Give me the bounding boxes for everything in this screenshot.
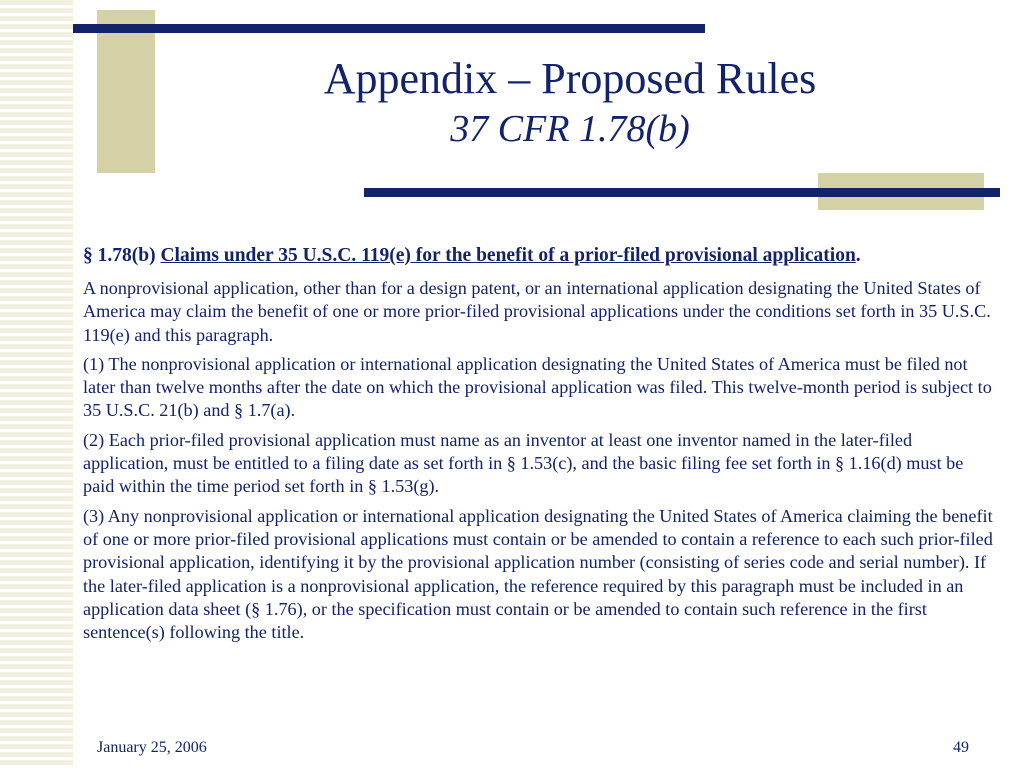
decorative-navy-line-right [364, 188, 1000, 197]
decorative-tan-block-top [97, 10, 155, 173]
section-suffix: . [855, 245, 861, 266]
title-block [230, 52, 910, 152]
slide-title: Appendix – Proposed Rules [323, 54, 817, 103]
decorative-navy-line-top [73, 24, 705, 33]
section-heading [83, 243, 995, 269]
section-heading-link[interactable]: Claims under 35 U.S.C. 119(e) for the benefit of a prior-filed provisional application [160, 245, 856, 266]
slide-subtitle: 37 CFR 1.78(b) [450, 108, 690, 150]
body-paragraph: A nonprovisional application, other than for a design patent, or an international application designating the United States of America may claim the benefit of one or more prior-filed provisional applications under the conditions set forth in 35 U.S.C. 119(e) and this paragraph. [83, 278, 991, 345]
footer-page-number: 49 [953, 739, 969, 756]
left-striped-band [0, 0, 73, 768]
footer-date: January 25, 2006 [97, 739, 207, 756]
body-paragraph: (3) Any nonprovisional application or international application designating the United States of America claiming the benefit of one or more prior-filed provisional applications must contain or be amended to contain a reference to each such prior-filed provisional application, identifying it by the provisional application number (consisting of series code and serial number). If the later-filed application is a nonprovisional application, the reference required by this paragraph must be included in an application data sheet (§ 1.76), or the specification must contain or be amended to contain such reference in the first sentence(s) following the title. [83, 505, 993, 643]
body-paragraph: (1) The nonprovisional application or international application designating the United States of America must be filed not later than twelve months after the date on which the provisional application was filed. This twelve-month period is subject to 35 U.S.C. 21(b) and § 1.7(a). [83, 353, 992, 421]
slide-content [83, 243, 995, 650]
section-prefix: § 1.78(b) [83, 245, 161, 266]
body-paragraph: (2) Each prior-filed provisional application must name as an inventor at least one inventor named in the later-filed application, must be entitled to a filing date as set forth in § 1.53(c), and the basic filing fee set forth in § 1.16(d) must be paid within the time period set forth in § 1.53(g). [83, 429, 964, 497]
